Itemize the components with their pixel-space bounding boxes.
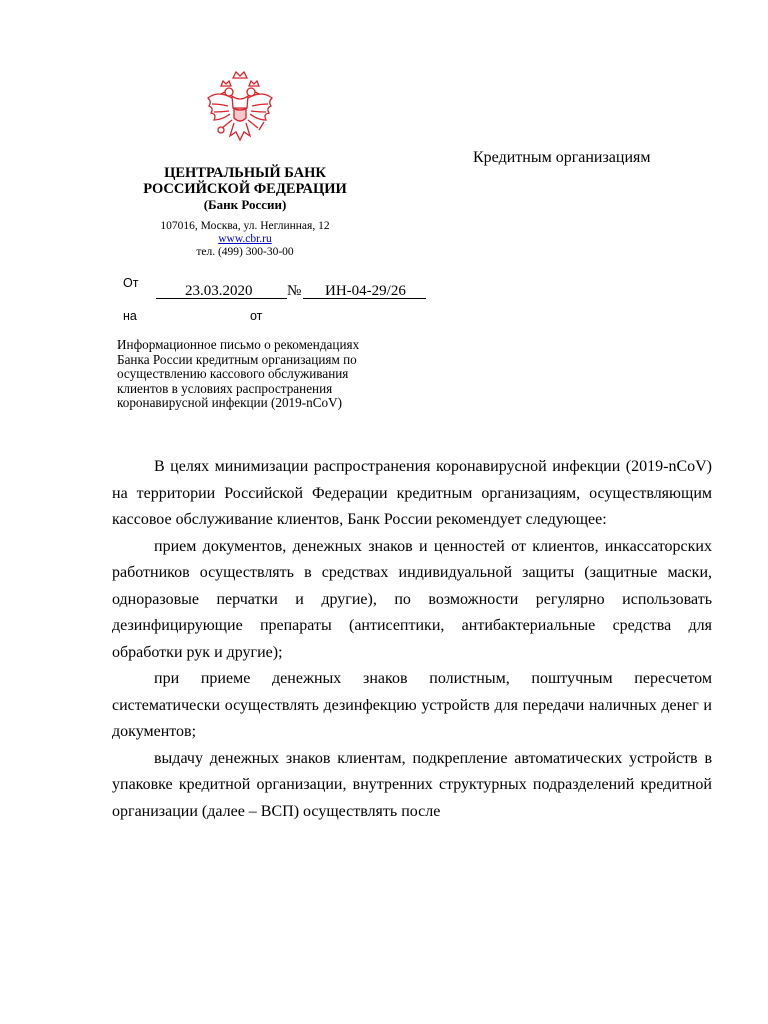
document-date: 23.03.2020: [185, 283, 253, 299]
on-label: на: [123, 309, 137, 323]
bank-phone: тел. (499) 300-30-00: [196, 246, 294, 258]
body-paragraph: при приеме денежных знаков полистным, поштучным пересчетом систематически осуществлять дезинфекцию устройств для передачи наличных денег и документов;: [112, 670, 712, 740]
letter-subject: [117, 338, 397, 411]
subject-line: Банка России кредитным организациям по: [117, 351, 357, 367]
bank-name-line2: РОССИЙСКОЙ ФЕДЕРАЦИИ: [143, 181, 347, 197]
body-paragraph: прием документов, денежных знаков и ценностей от клиентов, инкассаторских работников осуществлять в средствах индивидуальной защиты (защитные маски, одноразовые перчатки и другие), по возможности регулярно использовать дезинфицирующие препараты (антисептики, антибактериальные средства для обработки рук и другие);: [112, 537, 712, 661]
bank-name-line1: ЦЕНТРАЛЬНЫЙ БАНК: [164, 165, 326, 181]
letter-body: [112, 454, 712, 825]
recipient: Кредитным организациям: [473, 149, 651, 166]
bank-website-link[interactable]: www.cbr.ru: [218, 233, 272, 245]
body-paragraph: выдачу денежных знаков клиентам, подкрепление автоматических устройств в упаковке кредитной организации, внутренних структурных подразделений кредитной организации (далее – ВСП) осуществлять после: [112, 749, 712, 820]
from-label: От: [123, 276, 139, 290]
bank-header: [120, 165, 370, 259]
from-label-2: от: [250, 309, 263, 323]
subject-line: коронавирусной инфекции (2019-nCoV): [117, 395, 343, 411]
bank-address: 107016, Москва, ул. Неглинная, 12: [160, 220, 330, 232]
subject-line: клиентов в условиях распространения: [117, 380, 333, 396]
body-paragraph: В целях минимизации распространения коронавирусной инфекции (2019-nCoV) на территории Российской Федерации кредитным организациям, осуществляющим кассовое обслуживание клиентов, Банк России рекомендует следующее:: [112, 458, 712, 528]
coat-of-arms-emblem: [200, 68, 280, 156]
subject-line: осуществлению кассового обслуживания: [117, 366, 349, 382]
subject-line: Информационное письмо о рекомендациях: [117, 337, 360, 352]
number-sign: №: [287, 283, 302, 299]
document-number: ИН-04-29/26: [325, 283, 406, 299]
bank-short-name: (Банк России): [203, 197, 287, 212]
